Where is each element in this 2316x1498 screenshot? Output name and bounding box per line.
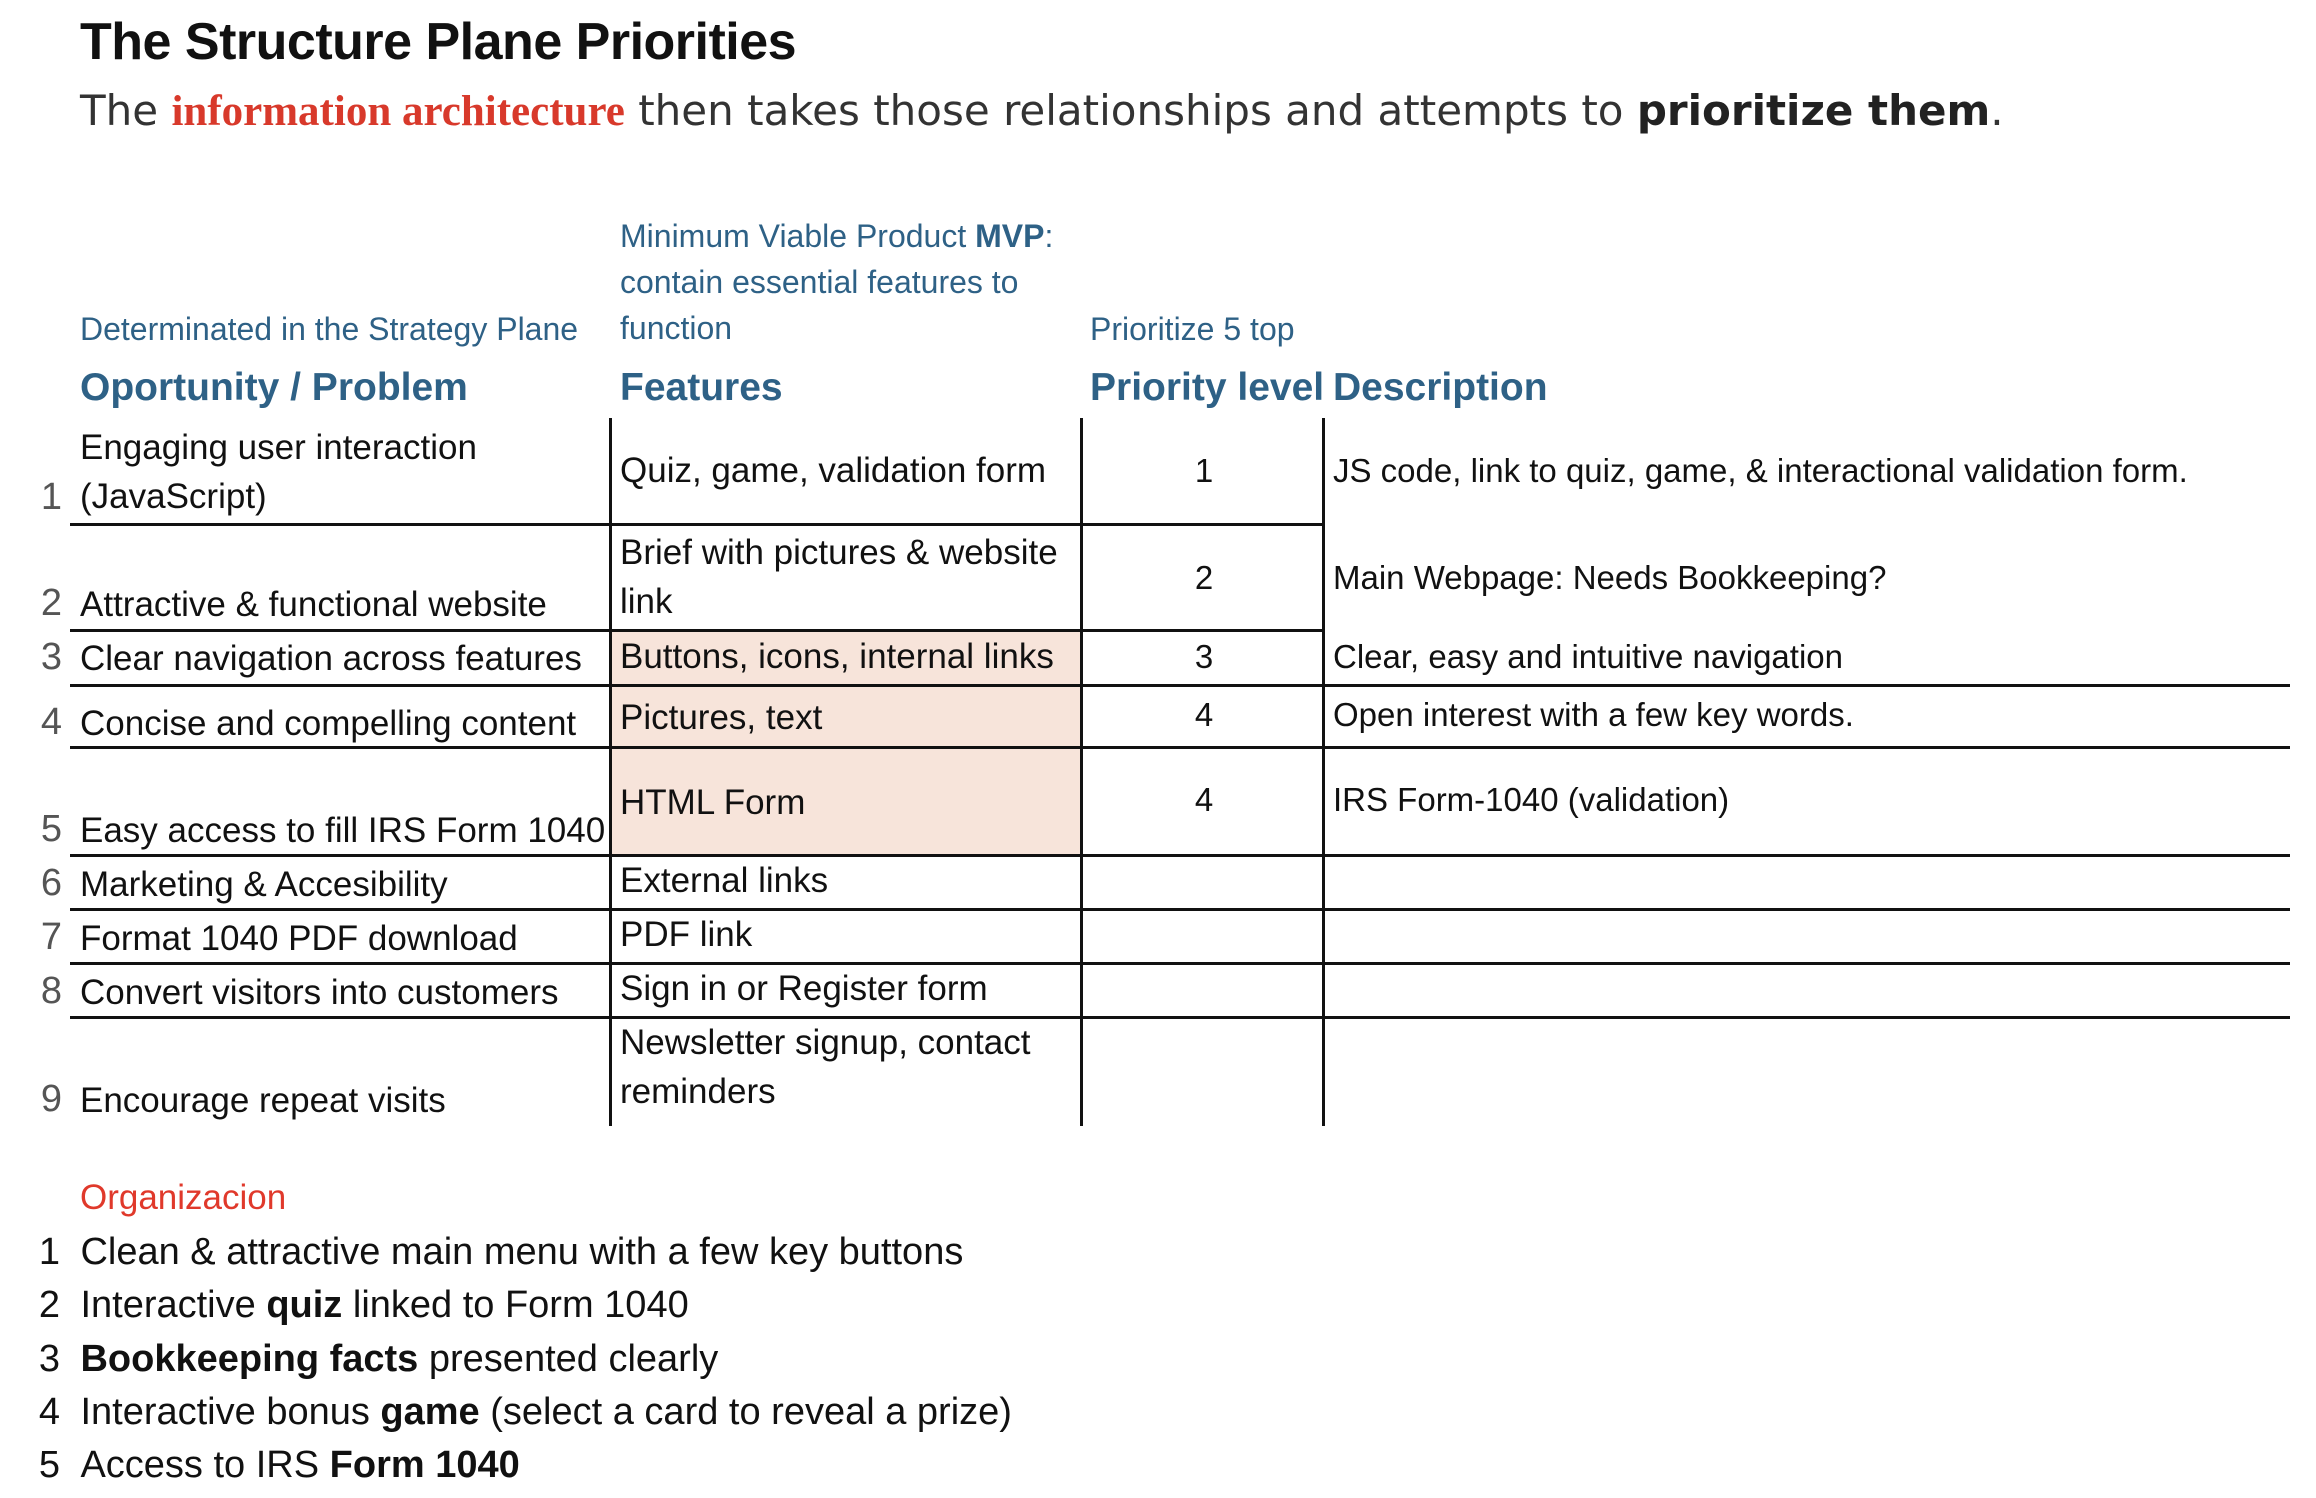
organization-item-pre: Interactive <box>80 1284 267 1326</box>
organization-item-number: 4 <box>38 1391 60 1433</box>
organization-item-text <box>80 1391 1011 1433</box>
organization-item-bold: quiz <box>266 1284 343 1326</box>
row-6-opportunity: Marketing & Accesibility <box>80 865 448 904</box>
row-5-priority: 4 <box>1194 781 1214 818</box>
organization-item-text: Clean & attractive main menu with a few key buttons <box>80 1231 964 1273</box>
table-row-divider <box>70 629 1325 632</box>
row-4-feature: Pictures, text <box>620 698 823 737</box>
organization-item <box>34 1231 963 1274</box>
mvp-suffix: : <box>1044 218 1054 254</box>
table-row-divider <box>70 523 1325 526</box>
row-1-opportunity-line2: (JavaScript) <box>80 477 267 516</box>
mvp-prefix: Minimum Viable Product <box>620 218 976 254</box>
row-number: 4 <box>40 701 62 743</box>
organization-item <box>34 1284 689 1327</box>
row-2-feature-line2: link <box>620 582 673 621</box>
row-number: 6 <box>40 862 62 904</box>
organization-item-text <box>80 1444 519 1486</box>
column-header-features: Features <box>620 366 783 409</box>
organization-item-pre: Interactive bonus <box>80 1391 381 1433</box>
row-7-opportunity: Format 1040 PDF download <box>80 919 518 958</box>
row-4-opportunity: Concise and compelling content <box>80 704 577 743</box>
organization-item <box>34 1391 1012 1434</box>
row-1-description: JS code, link to quiz, game, & interactional validation form. <box>1333 452 2188 489</box>
row-9-feature-line1: Newsletter signup, contact <box>620 1023 1031 1062</box>
row-1-priority: 1 <box>1194 452 1214 489</box>
table-row-divider <box>70 908 2290 911</box>
row-1-feature: Quiz, game, validation form <box>620 451 1047 490</box>
row-8-feature: Sign in or Register form <box>620 969 988 1008</box>
table-row-divider <box>70 854 2290 857</box>
row-number: 5 <box>40 808 62 850</box>
mvp-note-line3: function <box>620 310 733 346</box>
row-number: 7 <box>40 916 62 958</box>
organization-item <box>34 1338 718 1381</box>
page-title: The Structure Plane Priorities <box>80 13 797 71</box>
row-5-opportunity: Easy access to fill IRS Form 1040 <box>80 811 606 850</box>
row-number: 1 <box>40 476 62 518</box>
mvp-note-line2: contain essential features to <box>620 264 1019 300</box>
row-2-opportunity: Attractive & functional website <box>80 585 547 624</box>
column-header-priority: Priority level <box>1090 366 1325 409</box>
organization-item-bold: Form 1040 <box>329 1444 520 1486</box>
organization-item-bold: game <box>380 1391 480 1433</box>
table-row-divider <box>70 746 2290 749</box>
row-1-opportunity-line1: Engaging user interaction <box>80 428 477 467</box>
row-9-opportunity: Encourage repeat visits <box>80 1081 446 1120</box>
row-1-opportunity <box>80 423 477 521</box>
table-column-divider <box>609 418 612 1126</box>
table-row-divider <box>70 962 2290 965</box>
mvp-bold: MVP <box>975 218 1045 254</box>
subtitle-suffix: . <box>1990 86 2004 135</box>
organization-item-post: presented clearly <box>418 1338 719 1380</box>
row-2-feature-line1: Brief with pictures & website <box>620 533 1058 572</box>
table-row-divider <box>70 1016 2290 1019</box>
subtitle-highlight: information architecture <box>171 88 625 135</box>
organization-item-number: 1 <box>38 1231 60 1273</box>
row-7-feature: PDF link <box>620 915 753 954</box>
row-9-feature <box>620 1018 1030 1116</box>
organization-item-bold: Bookkeeping facts <box>80 1338 419 1380</box>
organization-item-text <box>80 1284 688 1326</box>
organization-item-number: 3 <box>38 1338 60 1380</box>
row-3-priority: 3 <box>1194 638 1214 675</box>
mvp-note <box>620 213 1053 351</box>
column-header-opportunity: Oportunity / Problem <box>80 366 468 409</box>
row-3-description: Clear, easy and intuitive navigation <box>1333 638 1843 675</box>
row-number: 9 <box>40 1078 62 1120</box>
organization-label: Organizacion <box>80 1178 287 1217</box>
subtitle-bold: prioritize them <box>1636 86 1991 135</box>
organization-item-post: linked to Form 1040 <box>342 1284 689 1326</box>
column-header-description: Description <box>1333 366 1548 409</box>
row-2-feature <box>620 528 1058 626</box>
table-column-divider <box>1322 418 1325 1126</box>
organization-item-post: (select a card to reveal a prize) <box>479 1391 1012 1433</box>
page-subtitle <box>80 86 2004 136</box>
row-number: 2 <box>40 582 62 624</box>
organization-item-text <box>80 1338 718 1380</box>
mvp-note-line1 <box>620 213 1053 259</box>
strategy-note: Determinated in the Strategy Plane <box>80 311 579 347</box>
row-2-description: Main Webpage: Needs Bookkeeping? <box>1333 559 1887 596</box>
row-3-feature: Buttons, icons, internal links <box>620 637 1054 676</box>
row-3-opportunity: Clear navigation across features <box>80 639 582 678</box>
subtitle-middle: then takes those relationships and attempts to <box>624 86 1637 135</box>
prioritize-note: Prioritize 5 top <box>1090 311 1295 347</box>
organization-item-pre: Access to IRS <box>80 1444 330 1486</box>
table-row-divider <box>70 684 2290 687</box>
row-number: 8 <box>40 970 62 1012</box>
row-2-priority: 2 <box>1194 559 1214 596</box>
row-number: 3 <box>40 636 62 678</box>
row-6-feature: External links <box>620 861 829 900</box>
row-5-description: IRS Form-1040 (validation) <box>1333 781 1730 818</box>
row-9-feature-line2: reminders <box>620 1072 776 1111</box>
row-5-feature: HTML Form <box>620 783 806 822</box>
organization-item-number: 2 <box>38 1284 60 1326</box>
row-4-priority: 4 <box>1194 696 1214 733</box>
organization-item-number: 5 <box>38 1444 60 1486</box>
table-column-divider <box>1080 418 1083 1126</box>
subtitle-prefix: The <box>80 86 172 135</box>
row-8-opportunity: Convert visitors into customers <box>80 973 559 1012</box>
row-4-description: Open interest with a few key words. <box>1333 696 1854 733</box>
organization-item <box>34 1444 520 1487</box>
